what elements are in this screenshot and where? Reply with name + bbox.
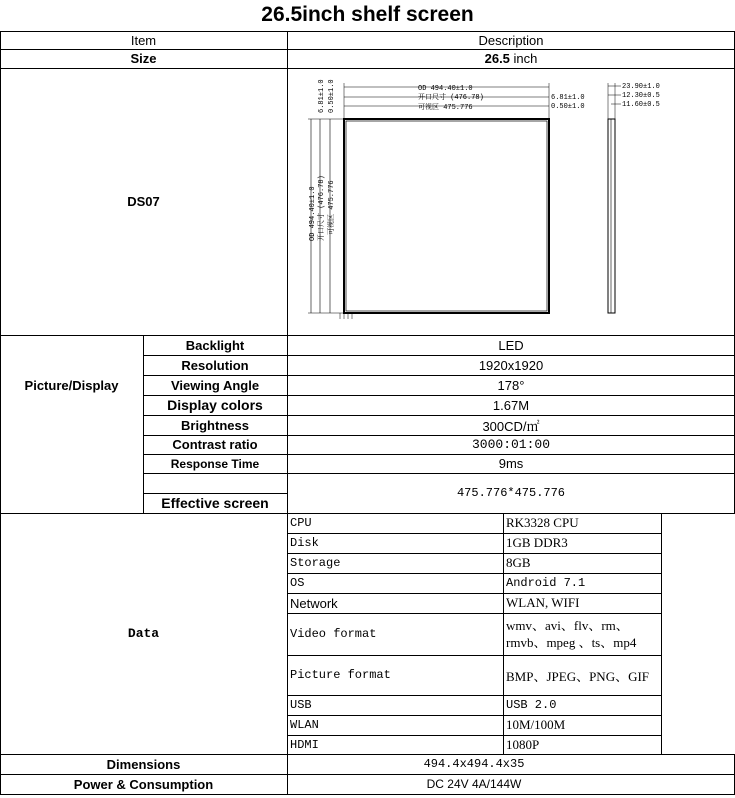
- viewing-angle-value: 178°: [497, 377, 525, 393]
- backlight-value: LED: [498, 337, 524, 353]
- size-label: Size: [130, 51, 157, 66]
- usb-value: USB 2.0: [506, 698, 557, 712]
- brightness-label: Brightness: [181, 417, 249, 433]
- picture-format-label: Picture format: [290, 668, 391, 682]
- video-format-label: Video format: [290, 627, 377, 641]
- dimension-drawing: [288, 69, 734, 335]
- cpu-value: RK3328 CPU: [506, 515, 579, 530]
- os-label: OS: [290, 576, 305, 590]
- resolution-label: Resolution: [181, 357, 249, 373]
- display-colors-value: 1.67M: [492, 397, 530, 413]
- view-horizontal-label: 可视区 475.776: [418, 104, 473, 112]
- size-unit: inch: [509, 51, 538, 66]
- dimensions-label: Dimensions: [106, 756, 181, 772]
- response-time-label: Response Time: [170, 456, 260, 471]
- disk-label: Disk: [290, 536, 319, 550]
- response-time-value: 9ms: [498, 456, 524, 471]
- power-value: DC 24V 4A/144W: [426, 777, 522, 791]
- effective-screen-label: Effective screen: [161, 495, 269, 511]
- power-label: Power & Consumption: [73, 776, 214, 792]
- wlan-label: WLAN: [290, 718, 319, 732]
- storage-value: 8GB: [506, 555, 531, 570]
- model-name: DS07: [127, 194, 160, 209]
- page-title: 26.5inch shelf screen: [261, 3, 474, 26]
- video-format-value: wmv、avi、flv、rm、rmvb、mpeg 、ts、mp4: [506, 618, 637, 650]
- disk-value: 1GB DDR3: [506, 535, 568, 550]
- description-header: Description: [478, 32, 544, 48]
- picture-display-group: Picture/Display: [24, 377, 119, 393]
- contrast-ratio-value: 3000:01:00: [471, 437, 550, 452]
- network-label: Network: [290, 595, 338, 611]
- hdmi-label: HDMI: [290, 737, 319, 752]
- resolution-value: 1920x1920: [478, 357, 544, 373]
- dimensions-value: 494.4x494.4x35: [423, 757, 525, 771]
- size-value: [287, 49, 735, 68]
- backlight-label: Backlight: [185, 337, 245, 353]
- thickness-3: 11.60±0.5: [622, 101, 660, 109]
- od-vertical-label: OD 494.40±1.0: [309, 186, 317, 241]
- picture-format-value: BMP、JPEG、PNG、GIF: [506, 668, 650, 684]
- contrast-ratio-label: Contrast ratio: [172, 437, 258, 452]
- top-offset-1: 6.81±1.0: [318, 79, 326, 113]
- top-offset-2: 0.50±1.0: [328, 79, 336, 113]
- storage-label: Storage: [290, 556, 341, 570]
- usb-label: USB: [290, 698, 312, 712]
- network-value: WLAN, WIFI: [506, 595, 580, 610]
- opening-horizontal-label: 开口尺寸 (476.78): [418, 94, 484, 102]
- thickness-1: 23.90±1.0: [622, 83, 660, 91]
- os-value: Android 7.1: [506, 576, 586, 590]
- thickness-2: 12.30±0.5: [622, 92, 660, 100]
- brightness-value: 300CD/㎡: [482, 418, 540, 434]
- item-header: Item: [130, 32, 157, 48]
- od-horizontal-label: OD 494.40±1.0: [418, 85, 473, 93]
- cpu-label: CPU: [290, 516, 312, 530]
- hdmi-value: 1080P: [506, 736, 540, 752]
- right-offset-1: 6.81±1.0: [551, 94, 585, 102]
- wlan-value: 10M/100M: [506, 717, 566, 732]
- viewing-angle-label: Viewing Angle: [170, 377, 260, 393]
- view-vertical-label: 可视区 475.776: [328, 180, 336, 235]
- size-number: 26.5: [484, 51, 510, 66]
- right-offset-2: 0.50±1.0: [551, 103, 585, 111]
- effective-screen-value: 475.776*475.776: [456, 486, 566, 500]
- data-group: Data: [127, 626, 160, 641]
- opening-vertical-label: 开口尺寸 (476.78): [318, 175, 326, 241]
- display-colors-label: Display colors: [167, 397, 263, 413]
